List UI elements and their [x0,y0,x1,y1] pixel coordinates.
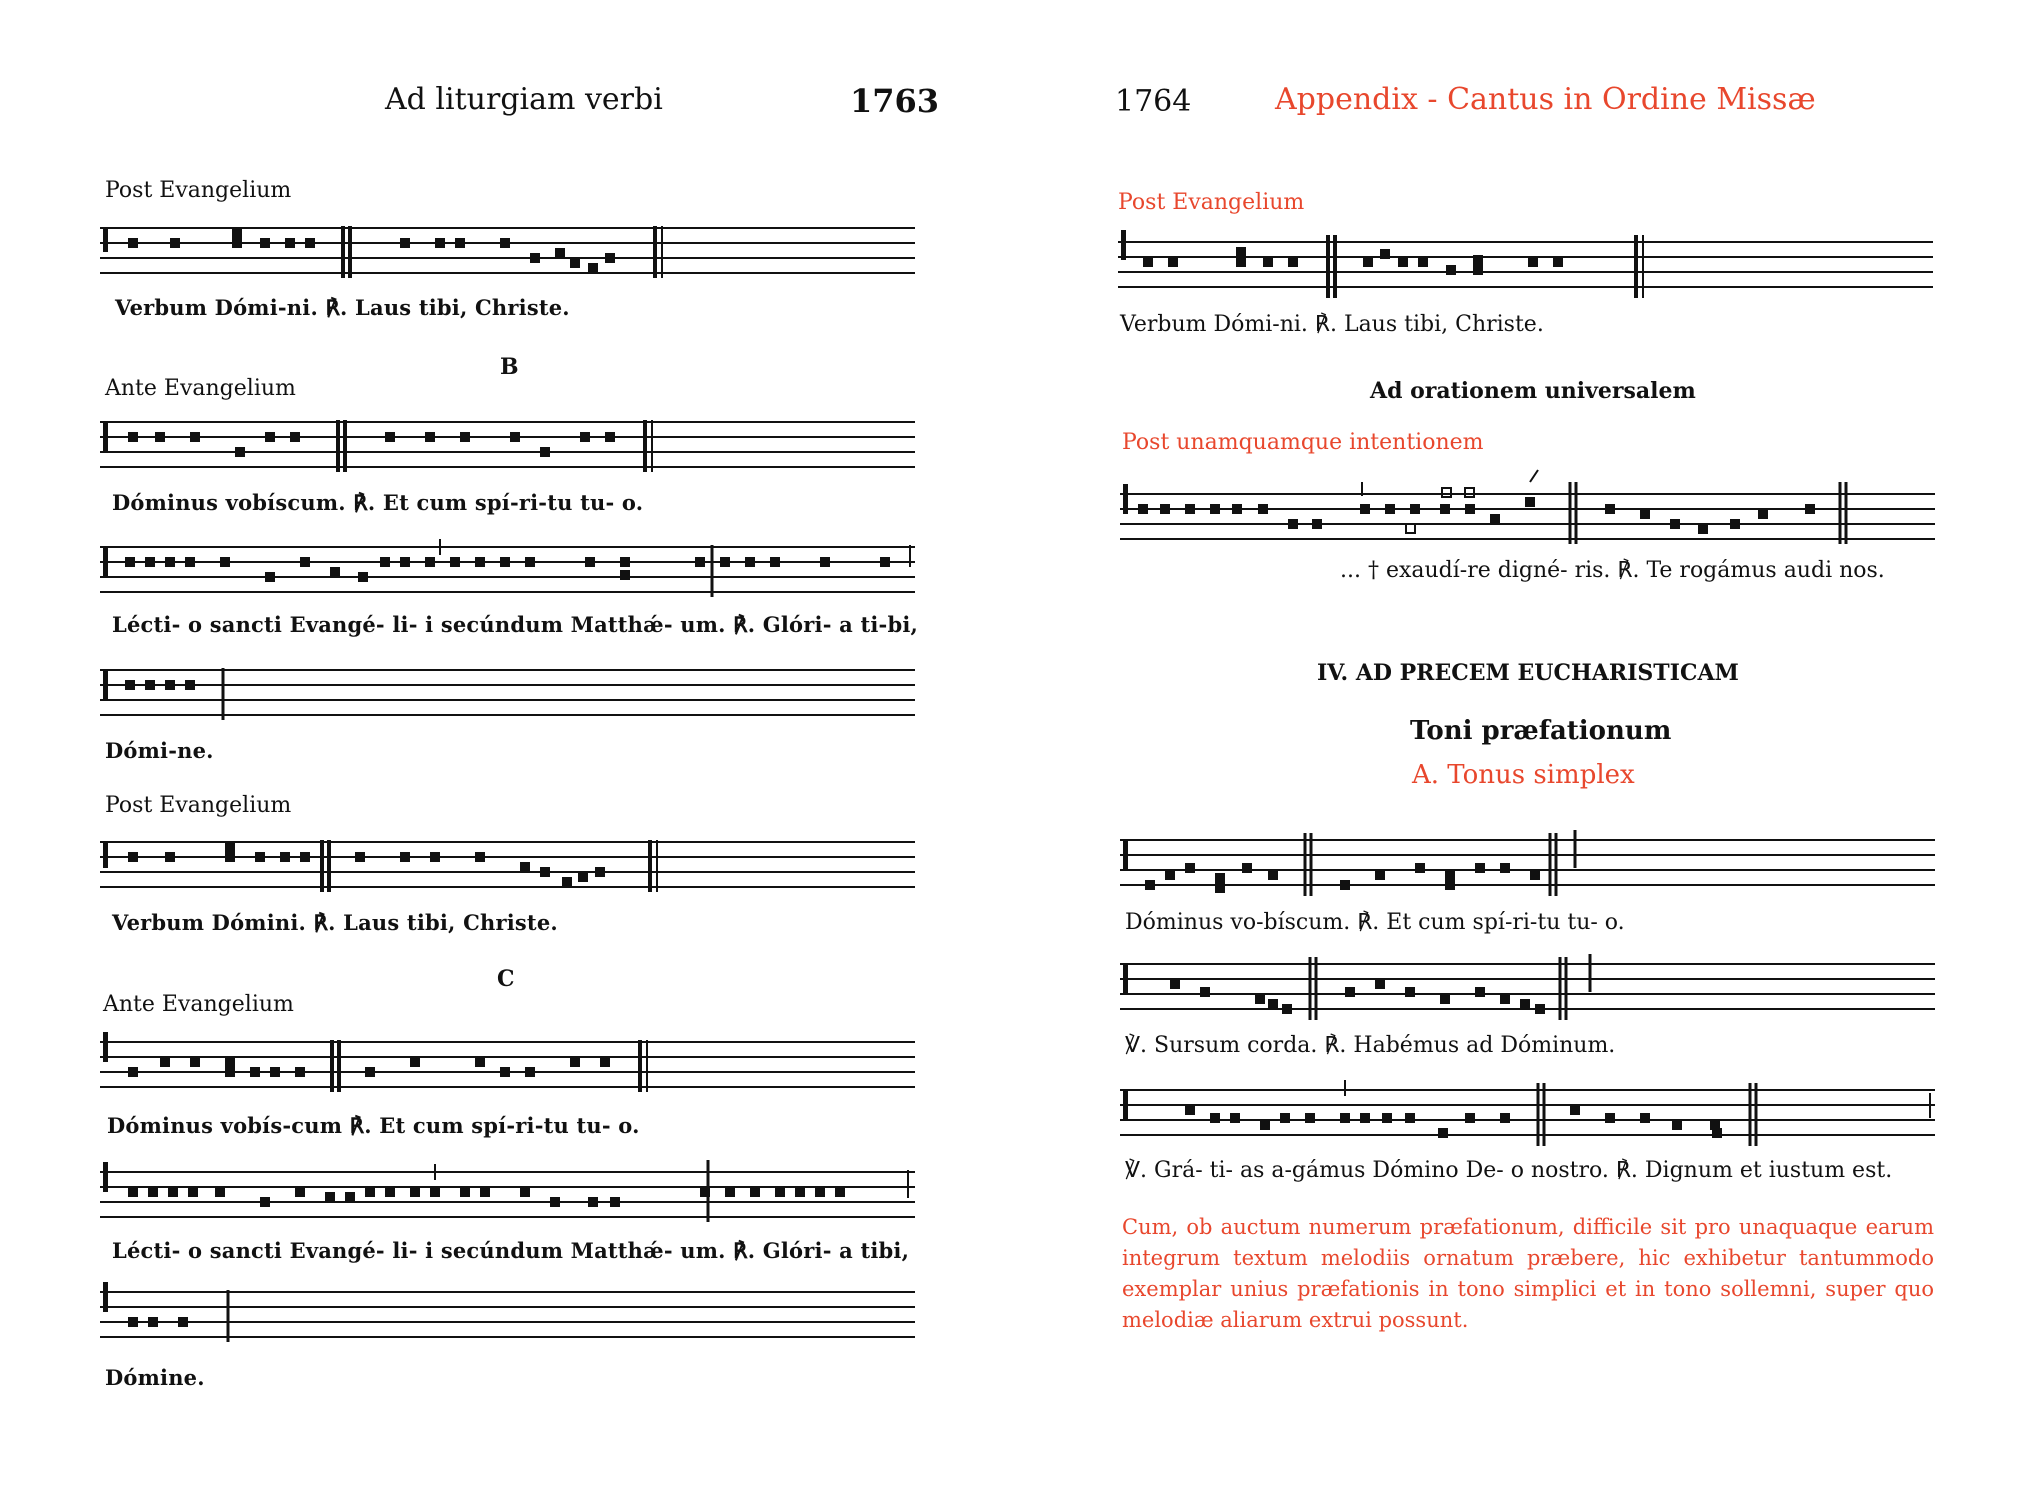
lyrics-line: Lécti- o sancti Evangé- li- i secúndum Matthǽ- um. ℟. Glóri- a ti-bi, [112,612,919,637]
section-heading: Ad orationem universalem [1370,378,1696,404]
staff-svg [1120,962,1935,1020]
chant-staff [1118,240,1933,298]
staff-svg [100,840,915,898]
lyrics-line: Dómi-ne. [105,738,214,763]
chant-staff [1120,838,1935,896]
rubric-label: Post unamquamque intentionem [1122,430,1484,455]
chant-staff [100,668,915,726]
staff-svg [100,1040,915,1098]
rubric-label: Ante Evangelium [103,992,294,1017]
lyrics-line: Verbum Dómini. ℟. Laus tibi, Christe. [112,910,558,935]
chant-staff [100,1040,915,1098]
staff-svg [1120,1088,1935,1146]
staff-svg [100,1170,915,1228]
running-title: Appendix - Cantus in Ordine Missæ [1275,82,1816,117]
staff-svg [1120,838,1935,896]
page-number: 1763 [850,82,940,120]
chant-staff [100,420,915,478]
chant-staff [1120,1088,1935,1146]
lyrics-line: Dóminus vobís-cum ℟. Et cum spí-ri-tu tu- o. [107,1113,640,1138]
staff-svg [100,545,915,603]
staff-svg [1118,240,1933,298]
lyrics-line: Verbum Dómi-ni. ℟. Laus tibi, Christe. [115,295,570,320]
lyrics-line: Dómine. [105,1365,205,1390]
chant-staff [100,226,915,284]
staff-svg [100,226,915,284]
rubric-label: Post Evangelium [105,793,292,818]
subheading: Toni præfationum [1410,716,1672,746]
rubric-label: Post Evangelium [105,178,292,203]
right-page [1080,0,2022,1500]
chant-staff [100,840,915,898]
staff-svg [1120,492,1935,550]
tonus-label: A. Tonus simplex [1412,760,1635,790]
section-letter: C [497,966,515,992]
chant-staff [100,1170,915,1228]
lyrics-line: ℣. Sursum corda. ℟. Habémus ad Dóminum. [1125,1033,1616,1058]
rubric-paragraph: Cum, ob auctum numerum præfationum, difficile sit pro unaquaque earum integrum textum melodiis ornatum præbere, hic exhibetur tantummodo exemplar unius præfationis in tono simplici et in tono sollemni, super quo melodiæ aliarum extrui possunt. [1122,1215,1934,1332]
lyrics-line: Dóminus vo-bíscum. ℟. Et cum spí-ri-tu tu- o. [1125,910,1625,935]
chant-staff [1120,962,1935,1020]
staff-svg [100,668,915,726]
chant-staff [100,1290,915,1348]
rubric-label: Ante Evangelium [105,376,296,401]
lyrics-line: ... † exaudí-re digné- ris. ℟. Te rogámus audi nos. [1340,558,1885,583]
left-page [0,0,1000,1500]
lyrics-line: Dóminus vobíscum. ℟. Et cum spí-ri-tu tu- o. [112,490,644,515]
chant-staff [1120,492,1935,550]
lyrics-line: Verbum Dómi-ni. ℟. Laus tibi, Christe. [1120,312,1544,337]
section-heading: IV. AD PRECEM EUCHARISTICAM [1317,660,1739,686]
running-title: Ad liturgiam verbi [385,82,663,117]
section-letter: B [500,354,519,380]
rubric-label: Post Evangelium [1118,190,1305,215]
chant-staff [100,545,915,603]
staff-svg [100,420,915,478]
lyrics-line: Lécti- o sancti Evangé- li- i secúndum Matthǽ- um. ℟. Glóri- a tibi, [112,1238,910,1263]
lyrics-line: ℣. Grá- ti- as a-gámus Dómino De- o nostro. ℟. Dignum et iustum est. [1125,1158,1893,1183]
page-number: 1764 [1115,84,1192,119]
staff-svg [100,1290,915,1348]
